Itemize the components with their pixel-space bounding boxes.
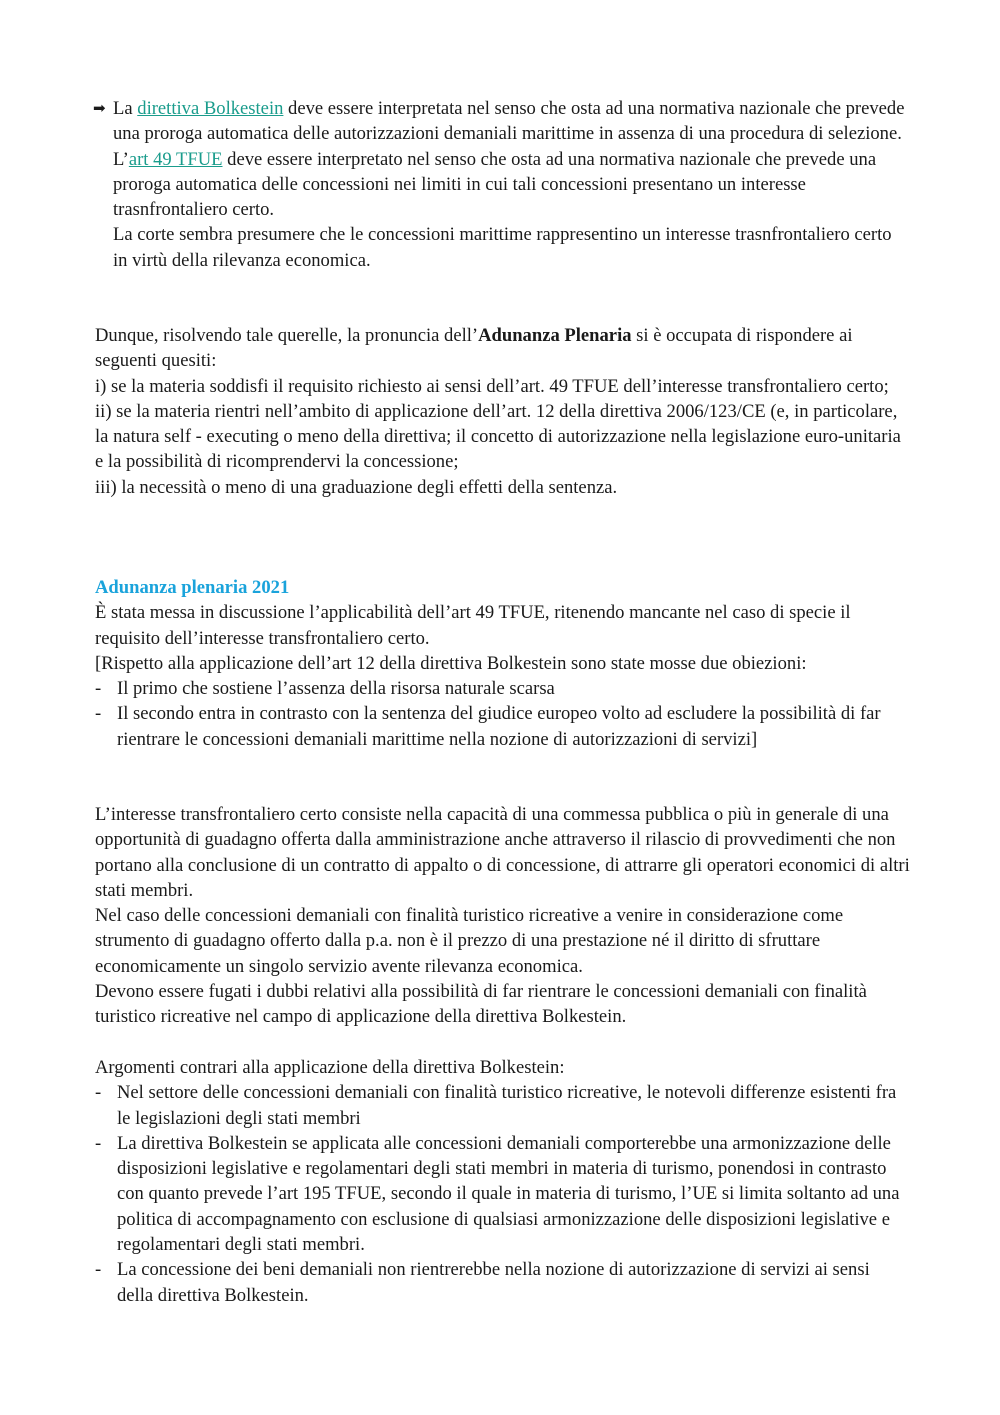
list-item: - La direttiva Bolkestein se applicata alle concessioni demaniali comporterebbe una armonizzazione delle disposizioni legislative e regolamentari degli stati membri in materia di turismo, ponendosi in contrasto con quanto prevede l’art 195 TFUE, secondo il quale in materia di turismo, l’UE si limita soltanto ad una politica di accompagnamento con esclusione di qualsiasi armonizzazione delle disposizioni legislative e regolamentari degli stati membri. bbox=[95, 1132, 900, 1256]
intro-paragraph-2: L’art 49 TFUE deve essere interpretato nel senso che osta ad una normativa nazionale che prevede una proroga automatica delle concessioni nei limiti in cui tali concessioni presentano un interesse trasnfrontaliero certo. bbox=[113, 148, 877, 221]
argomenti-lead: Argomenti contrari alla applicazione della direttiva Bolkestein: bbox=[95, 1057, 565, 1078]
objections-list bbox=[95, 676, 910, 752]
questions-section bbox=[95, 323, 910, 500]
plenaria-paragraph-1: È stata messa in discussione l’applicabilità dell’art 49 TFUE, ritenendo mancante nel caso di specie il requisito dell’interesse transfrontaliero certo. bbox=[95, 602, 851, 649]
interesse-paragraph-3: Devono essere fugati i dubbi relativi alla possibilità di far rientrare le concessioni demaniali con finalità turistico ricreative nel campo di applicazione della direttiva Bolkestein. bbox=[95, 981, 867, 1028]
intro-paragraph-1: ➡ La direttiva Bolkestein deve essere interpretata nel senso che osta ad una normativa nazionale che prevede una proroga automatica delle autorizzazioni demaniali marittime in assenza di una procedura di selezione. bbox=[93, 98, 905, 145]
plenaria-paragraph-2: [Rispetto alla applicazione dell’art 12 della direttiva Bolkestein sono state mosse due obiezioni: bbox=[95, 652, 807, 674]
link-art-49-tfue[interactable]: art 49 TFUE bbox=[128, 148, 223, 170]
bold-adunanza-plenaria: Adunanza Plenaria bbox=[478, 325, 632, 346]
question-2: ii) se la materia rientri nell’ambito di applicazione dell’art. 12 della direttiva 2006/123/CE (e, in particolare, la natura self - executing o meno della direttiva; il concetto di autorizzazione nella legislazione euro-unitaria e la possibilità di ricomprendervi la concessione; bbox=[95, 400, 901, 473]
intro-paragraph-3: La corte sembra presumere che le concessioni marittime rappresentino un interesse trasnfrontaliero certo in virtù della rilevanza economica. bbox=[113, 224, 892, 271]
interesse-paragraph-1: L’interesse transfrontaliero certo consiste nella capacità di una commessa pubblica o più in generale di una opportunità di guadagno offerta dalla amministrazione anche attraverso il rilascio di provvedimenti che non portano alla conclusione di un contratto di appalto o di concessione, di attrarre gli operatori economici di altri stati membri. bbox=[95, 804, 910, 901]
dash-bullet: - bbox=[95, 1082, 102, 1104]
section-heading: Adunanza plenaria 2021 bbox=[95, 577, 290, 598]
dash-bullet: - bbox=[95, 678, 102, 700]
list-item: - Nel settore delle concessioni demaniali con finalità turistico ricreative, le notevoli differenze esistenti fra le legislazioni degli stati membri bbox=[95, 1082, 897, 1129]
list-item: - Il primo che sostiene l’assenza della risorsa naturale scarsa bbox=[95, 676, 910, 701]
dash-bullet: - bbox=[95, 703, 102, 725]
question-1: i) se la materia soddisfi il requisito richiesto ai sensi dell’art. 49 TFUE dell’interesse transfrontaliero certo; bbox=[95, 375, 889, 397]
interesse-section bbox=[95, 802, 910, 1030]
question-3: iii) la necessità o meno di una graduazione degli effetti della sentenza. bbox=[95, 476, 618, 498]
interesse-paragraph-2: Nel caso delle concessioni demaniali con finalità turistico ricreative a venire in considerazione come strumento di guadagno offerto dalla p.a. non è il prezzo di una prestazione né il diritto di sfruttare economicamente un singolo servizio avente rilevanza economica. bbox=[95, 905, 844, 977]
arrow-right-icon: ➡ bbox=[93, 99, 106, 117]
dash-bullet: - bbox=[95, 1259, 102, 1281]
argomenti-section bbox=[95, 1055, 910, 1308]
plenaria-section bbox=[95, 575, 910, 752]
intro-section bbox=[95, 96, 910, 273]
arguments-list bbox=[95, 1080, 910, 1308]
list-item: - La concessione dei beni demaniali non rientrerebbe nella nozione di autorizzazione di servizi ai sensi della direttiva Bolkestein. bbox=[95, 1259, 870, 1306]
list-item: - Il secondo entra in contrasto con la sentenza del giudice europeo volto ad escludere la possibilità di far rientrare le concessioni demaniali marittime nella nozione di autorizzazioni di servizi] bbox=[95, 703, 881, 750]
link-direttiva-bolkestein[interactable]: direttiva Bolkestein bbox=[137, 98, 284, 119]
questions-lead: Dunque, risolvendo tale querelle, la pronuncia dell’Adunanza Plenaria si è occupata di rispondere ai seguenti quesiti: bbox=[95, 325, 853, 372]
dash-bullet: - bbox=[95, 1132, 102, 1154]
